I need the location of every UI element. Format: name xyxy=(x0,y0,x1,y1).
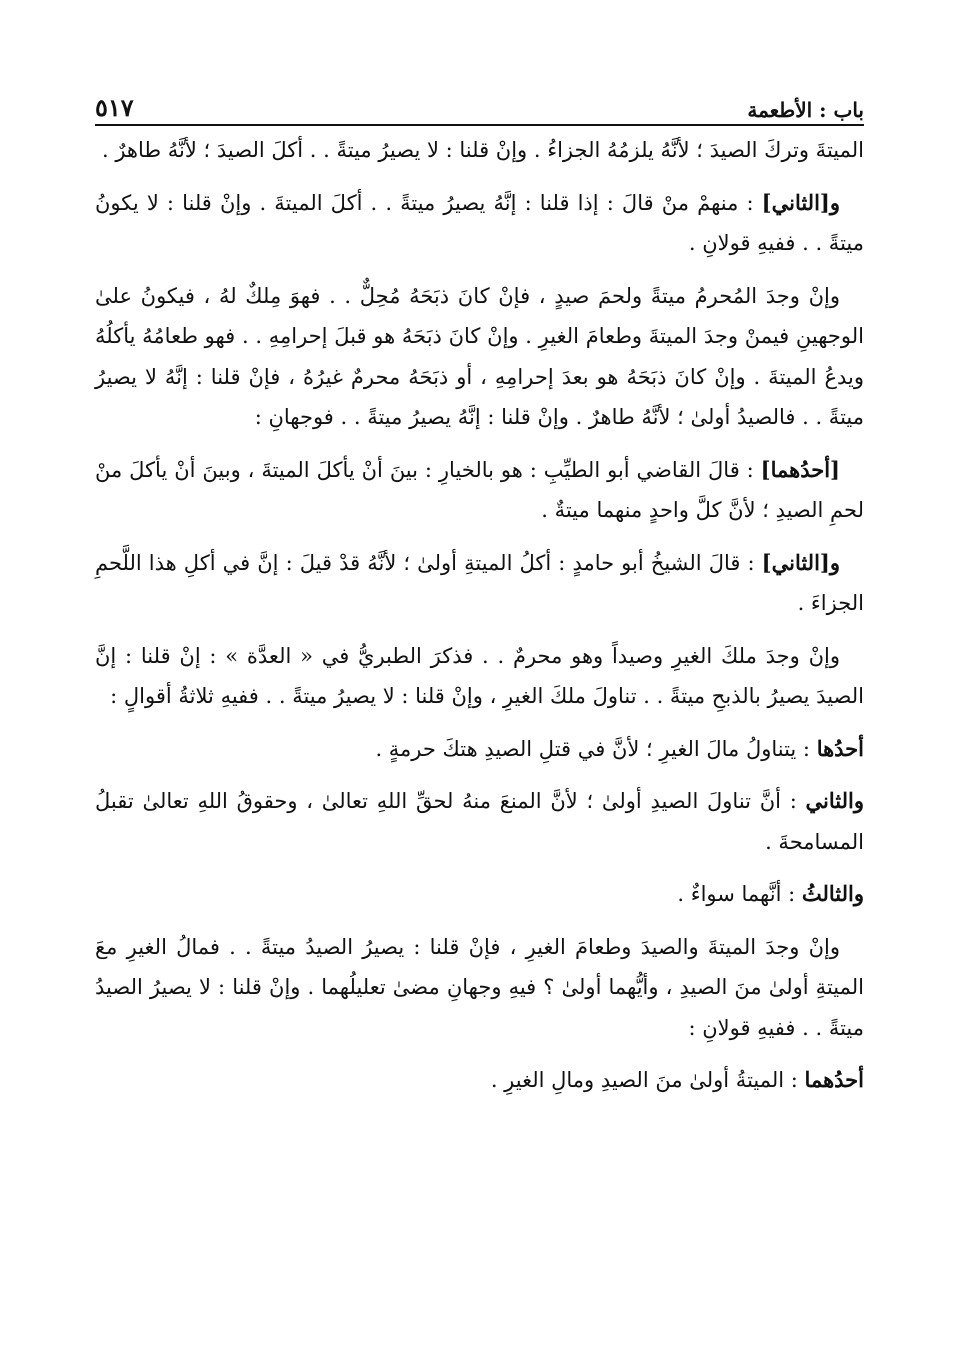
paragraph-second-view xyxy=(95,183,864,264)
header-rule xyxy=(95,124,864,126)
paragraph-lead: و[الثاني] xyxy=(761,549,840,575)
paragraph-lead: أحدُهما xyxy=(804,1067,864,1092)
paragraph-lead: والثالثُ xyxy=(801,881,864,906)
page-header xyxy=(95,86,864,122)
paragraph-opinion-three xyxy=(95,874,864,915)
paragraph-lead: و[الثاني] xyxy=(761,189,840,215)
paragraph-second-view-abu-hamid xyxy=(95,543,864,624)
paragraph-text: الميتةَ وتركَ الصيدَ ؛ لأنَّهُ يلزمُهُ الجزاءُ . وإنْ قلنا : لا يصيرُ ميتةً . . أكلَ الصيدَ ؛ لأنَّهُ طاهرٌ . xyxy=(101,138,864,162)
paragraph-text: : أنَّهما سواءٌ . xyxy=(677,882,802,906)
paragraph-three-options xyxy=(95,927,864,1049)
paragraph-text: : أنَّ تناولَ الصيدِ أولىٰ ؛ لأنَّ المنعَ منهُ لحقِّ اللهِ تعالىٰ ، وحقوقُ اللهِ تعالىٰ تقبلُ المسامحةَ . xyxy=(95,789,864,854)
running-head: باب : الأطعمة xyxy=(747,98,864,122)
paragraph-lead: أحدُها xyxy=(816,735,864,761)
paragraph-text: : قالَ القاضي أبو الطيِّبِ : هو بالخيارِ : بينَ أنْ يأكلَ الميتةَ ، وبينَ أنْ يأكلَ منْ لحمِ الصيدِ ؛ لأنَّ كلَّ واحدٍ منهما ميتةٌ . xyxy=(95,457,864,522)
paragraph-lead: والثاني xyxy=(805,788,864,813)
paragraph-text: : قالَ الشيخُ أبو حامدٍ : أكلُ الميتةِ أولىٰ ؛ لأنَّهُ قدْ قيلَ : إنَّ في أكلِ هذا اللَّحمِ الجزاءَ . xyxy=(95,550,864,615)
paragraph-text: وإنْ وجدَ ملكَ الغيرِ وصيداً وهو محرمٌ . . فذكرَ الطبريُّ في « العدَّة » : إنْ قلنا : إنَّ الصيدَ يصيرُ بالذبحِ ميتةً . . تناولَ ملكَ الغيرِ ، وإنْ قلنا : لا يصيرُ ميتةً . . ففيهِ ثلاثةُ أقوالٍ : xyxy=(95,643,864,708)
paragraph-first-of-two xyxy=(95,1060,864,1101)
paragraph-text: : يتناولُ مالَ الغيرِ ؛ لأنَّ في قتلِ الصيدِ هتكَ حرمةٍ . xyxy=(375,736,817,761)
paragraph-opinion-two xyxy=(95,781,864,862)
paragraph-continuation xyxy=(95,130,864,171)
paragraph-text: : منهمْ منْ قالَ : إذا قلنا : إنَّهُ يصيرُ ميتةً . . أكلَ الميتةَ . وإنْ قلنا : لا يكونُ ميتةً . . ففيهِ قولانِ . xyxy=(95,190,864,255)
paragraph-property-of-other xyxy=(95,636,864,717)
paragraph-text: وإنْ وجدَ المُحرمُ ميتةً ولحمَ صيدٍ ، فإنْ كانَ ذبَحَهُ مُحِلٌّ . . فهوَ مِلكٌ لهُ ، فيكونُ علىٰ الوجهينِ فيمنْ وجدَ الميتةَ وطعامَ الغيرِ . وإنْ كانَ ذبَحَهُ هو قبلَ إحرامِهِ . . فهو طعامُهُ يأكلُهُ ويدعُ الميتةَ . وإنْ كانَ ذبَحَهُ هو بعدَ إحرامِهِ ، أو ذبَحَهُ محرمٌ غيرُهُ ، فإنْ قلنا : إنَّهُ لا يصيرُ ميتةً . . فالصيدُ أولىٰ ؛ لأنَّهُ طاهرٌ . وإنْ قلنا : إنَّهُ يصيرُ ميتةً . . فوجهانِ : xyxy=(95,283,864,429)
page-body xyxy=(95,130,864,1113)
paragraph-text: : الميتةُ أولىٰ منَ الصيدِ ومالِ الغيرِ . xyxy=(490,1068,805,1092)
paragraph-lead: [أحدُهما] xyxy=(760,456,840,482)
paragraph-muhrim-finds-carrion xyxy=(95,276,864,438)
paragraph-text: وإنْ وجدَ الميتةَ والصيدَ وطعامَ الغيرِ ، فإنْ قلنا : يصيرُ الصيدُ ميتةً . . فمالُ الغيرِ معَ الميتةِ أولىٰ منَ الصيدِ ، وأيُّهما أولىٰ ؟ فيهِ وجهانِ مضىٰ تعليلُهما . وإنْ قلنا : لا يصيرُ الصيدُ ميتةً . . ففيهِ قولانِ : xyxy=(95,934,864,1040)
paragraph-opinion-one xyxy=(95,729,864,770)
paragraph-first-view xyxy=(95,450,864,531)
page-number: ٥١٧ xyxy=(95,93,134,122)
